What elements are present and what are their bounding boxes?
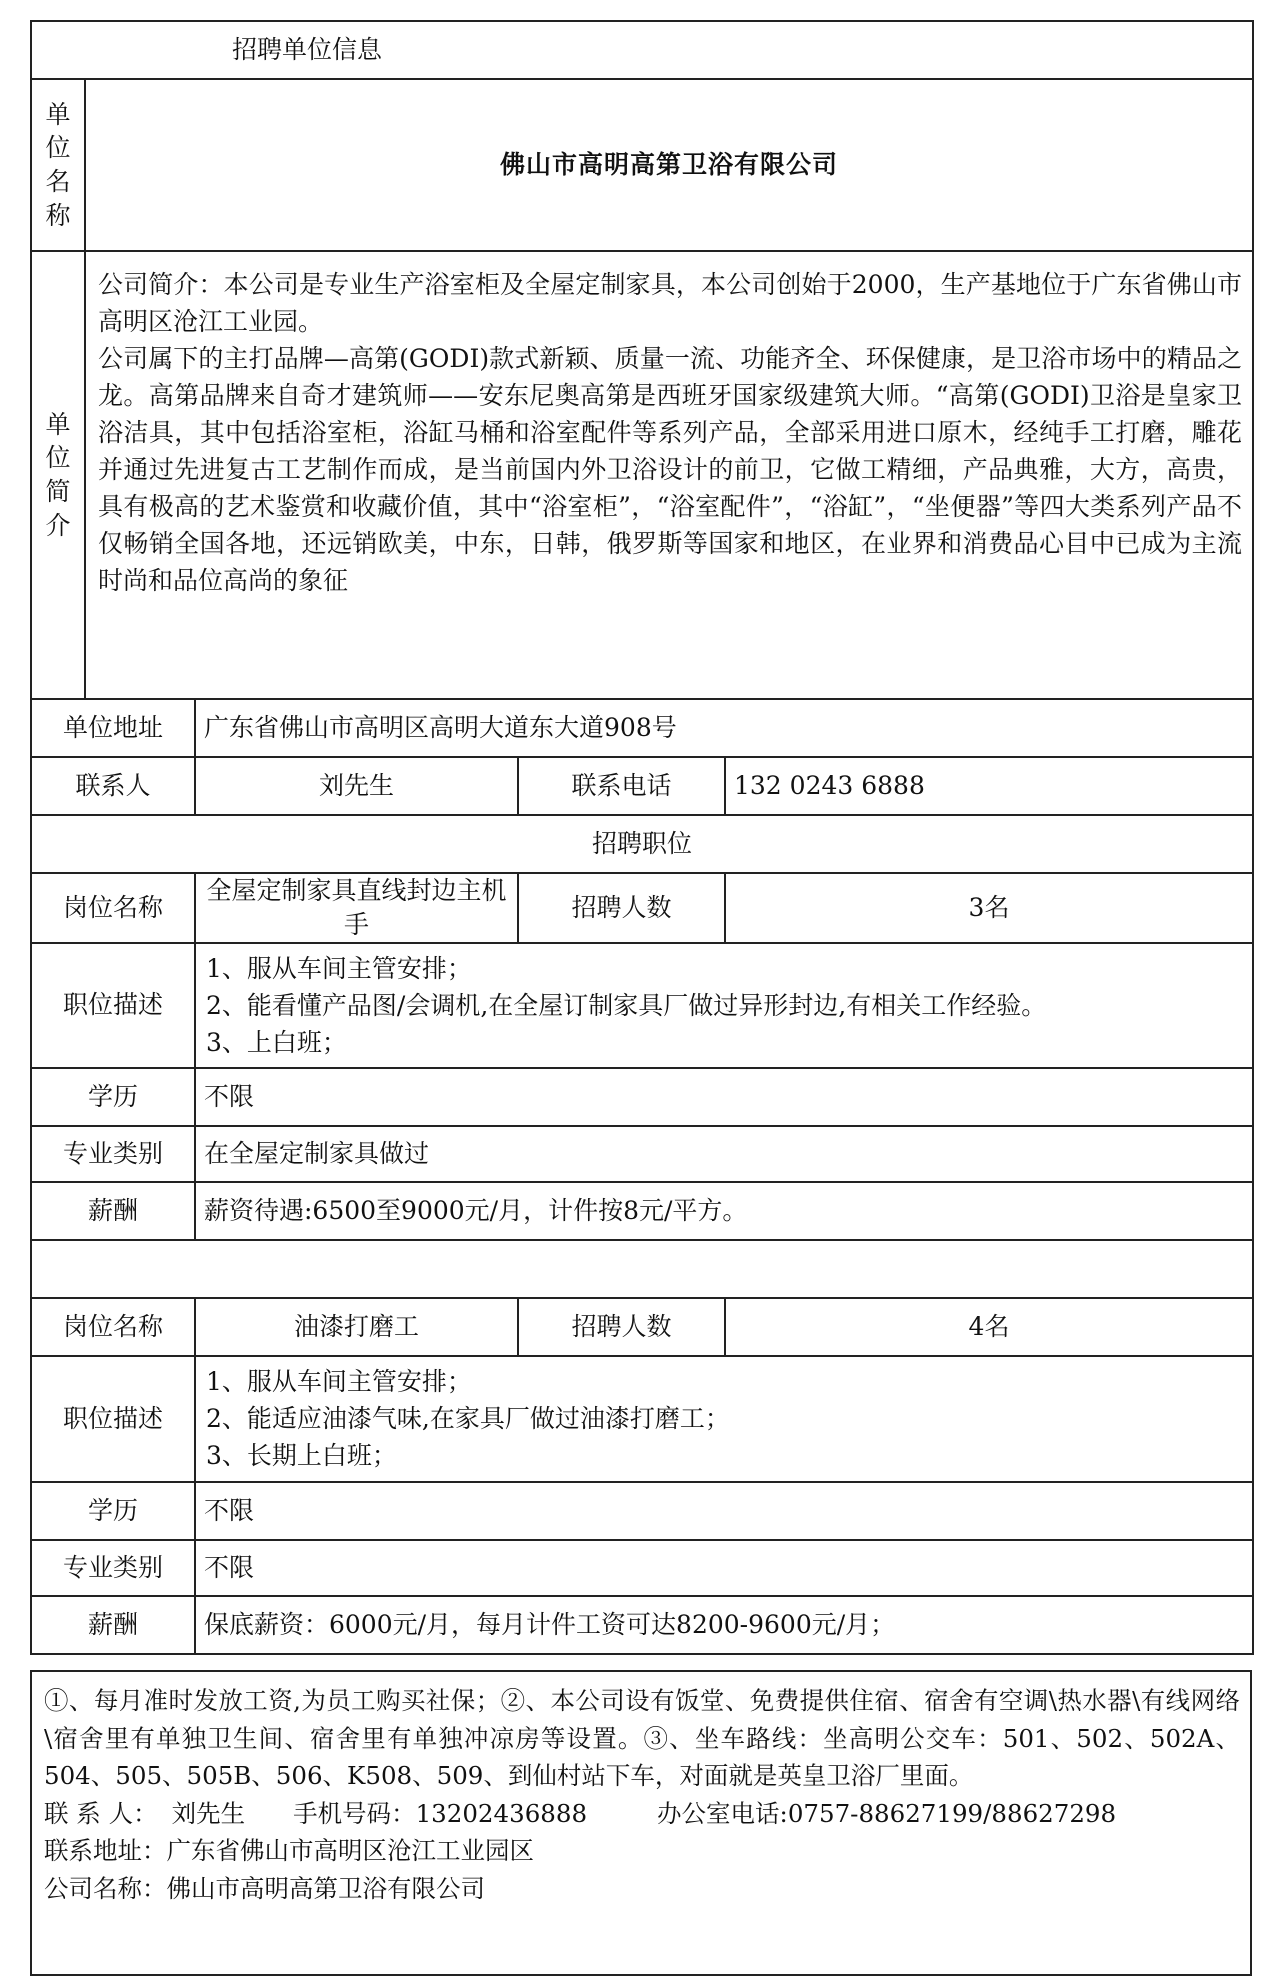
job-2-major-row [31,1540,1253,1596]
job-1-post: 全屋定制家具直线封边主机手 [195,873,518,943]
job-2-desc-line-2: 2、能适应油漆气味,在家具厂做过油漆打磨工； [206,1404,730,1433]
job-1-post-label: 岗位名称 [31,873,195,943]
jobs-title: 招聘职位 [31,815,1253,873]
job-1-desc-line-2: 2、能看懂产品图/会调机,在全屋订制家具厂做过异形封边,有相关工作经验。 [206,990,1047,1020]
job-2-salary-row [31,1596,1253,1654]
job-1-salary-row [31,1182,1253,1240]
recruitment-sheet [30,20,1252,1655]
address-label: 单位地址 [31,699,195,757]
job-2-post-label: 岗位名称 [31,1298,195,1356]
job-2-desc [195,1356,1253,1482]
notes-company: 佛山市高明高第卫浴有限公司 [166,1873,485,1903]
job-2-salary: 保底薪资：6000元/月，每月计件工资可达8200-9600元/月； [195,1596,1253,1654]
notes-address: 广东省佛山市高明区沧江工业园区 [166,1836,534,1865]
address-row [31,699,1253,757]
notes-address-line [44,1832,1240,1870]
company-intro-label [31,251,85,699]
job-1-desc-label: 职位描述 [31,943,195,1068]
company-intro-label-text: 单位简介 [45,409,71,540]
recruitment-table [30,20,1254,1655]
notes-contact-label: 联 系 人： [44,1798,158,1828]
notes-office: 0757-88627199/88627298 [787,1798,1117,1828]
notes-address-label: 联系地址： [44,1836,167,1865]
job-1-salary: 薪资待遇:6500至9000元/月，计件按8元/平方。 [195,1182,1253,1240]
job-2-salary-label: 薪酬 [31,1596,195,1654]
job-2-edu-label: 学历 [31,1482,195,1540]
job-2-count: 4名 [725,1298,1253,1356]
job-2-edu-row [31,1482,1253,1540]
job-1-desc-line-3: 3、上白班； [206,1027,347,1057]
spacer-row [31,1240,1253,1298]
job-1-edu: 不限 [195,1068,1253,1126]
notes-text: ①、每月准时发放工资,为员工购买社保；②、本公司设有饭堂、免费提供住宿、宿舍有空调\热水器\有线网络\宿舍里有单独卫生间、宿舍里有单独冲凉房等设置。③、坐车路线：坐高明公交车：501、502、502A、504、505、505B、506、K508、509、到仙村站下车，对面就是英皇卫浴厂里面。 [44,1686,1240,1790]
notes-contact-line [44,1795,1240,1833]
job-1-post-row [31,873,1253,943]
job-1-major: 在全屋定制家具做过 [195,1126,1253,1182]
job-1-desc-line-1: 1、服从车间主管安排； [206,953,472,983]
company-name-row [31,79,1253,251]
job-2-desc-row [31,1356,1253,1482]
job-1-major-label: 专业类别 [31,1126,195,1182]
company-intro-paragraph-2: 公司属下的主打品牌—高第(GODI)款式新颖、质量一流、功能齐全、环保健康，是卫浴市场中的精品之龙。高第品牌来自奇才建筑师——安东尼奥高第是西班牙国家级建筑大师。“高第(GODI)卫浴是皇家卫浴洁具，其中包括浴室柜，浴缸马桶和浴室配件等系列产品，全部采用进口原木，经纯手工打磨，雕花并通过先进复古工艺制作而成，是当前国内外卫浴设计的前卫，它做工精细，产品典雅，大方，高贵，具有极高的艺术鉴赏和收藏价值，其中“浴室柜”，“浴室配件”，“浴缸”，“坐便器”等四大类系列产品不仅畅销全国各地，还远销欧美，中东，日韩，俄罗斯等国家和地区，在业界和消费品心目中已成为主流时尚和品位高尚的象征 [98,344,1243,595]
company-name: 佛山市高明高第卫浴有限公司 [85,79,1253,251]
job-2-edu: 不限 [195,1482,1253,1540]
job-2-count-label: 招聘人数 [518,1298,725,1356]
address-value: 广东省佛山市高明区高明大道东大道908号 [195,699,1253,757]
job-1-salary-label: 薪酬 [31,1182,195,1240]
header-title: 招聘单位信息 [31,21,1253,79]
notes-mobile-label: 手机号码： [293,1798,416,1828]
spacer-cell [31,1240,1253,1298]
notes-box [30,1670,1252,1976]
notes-company-label: 公司名称： [44,1873,167,1903]
job-2-desc-line-3: 3、长期上白班； [206,1441,397,1470]
notes-mobile: 13202436888 [415,1798,588,1828]
job-1-major-row [31,1126,1253,1182]
job-1-edu-label: 学历 [31,1068,195,1126]
header-row [31,21,1253,79]
job-2-major-label: 专业类别 [31,1540,195,1596]
job-2-major: 不限 [195,1540,1253,1596]
jobs-title-row [31,815,1253,873]
phone-label: 联系电话 [518,757,725,815]
job-1-count: 3名 [725,873,1253,943]
job-2-post-row [31,1298,1253,1356]
contact-value: 刘先生 [195,757,518,815]
notes-company-line [44,1870,1240,1908]
company-name-label-text: 单位名称 [45,99,71,230]
notes-office-label: 办公室电话: [657,1798,788,1828]
contact-label: 联系人 [31,757,195,815]
job-1-desc [195,943,1253,1068]
job-1-desc-row [31,943,1253,1068]
job-2-desc-line-1: 1、服从车间主管安排； [206,1367,472,1396]
company-intro [85,251,1253,699]
contact-row [31,757,1253,815]
company-intro-paragraph-1: 公司简介：本公司是专业生产浴室柜及全屋定制家具，本公司创始于2000，生产基地位于广东省佛山市高明区沧江工业园。 [98,270,1243,336]
job-1-edu-row [31,1068,1253,1126]
company-intro-row [31,251,1253,699]
job-2-post: 油漆打磨工 [195,1298,518,1356]
company-name-label [31,79,85,251]
job-2-desc-label: 职位描述 [31,1356,195,1482]
notes-contact: 刘先生 [171,1798,246,1828]
job-1-count-label: 招聘人数 [518,873,725,943]
phone-value: 132 0243 6888 [725,757,1253,815]
